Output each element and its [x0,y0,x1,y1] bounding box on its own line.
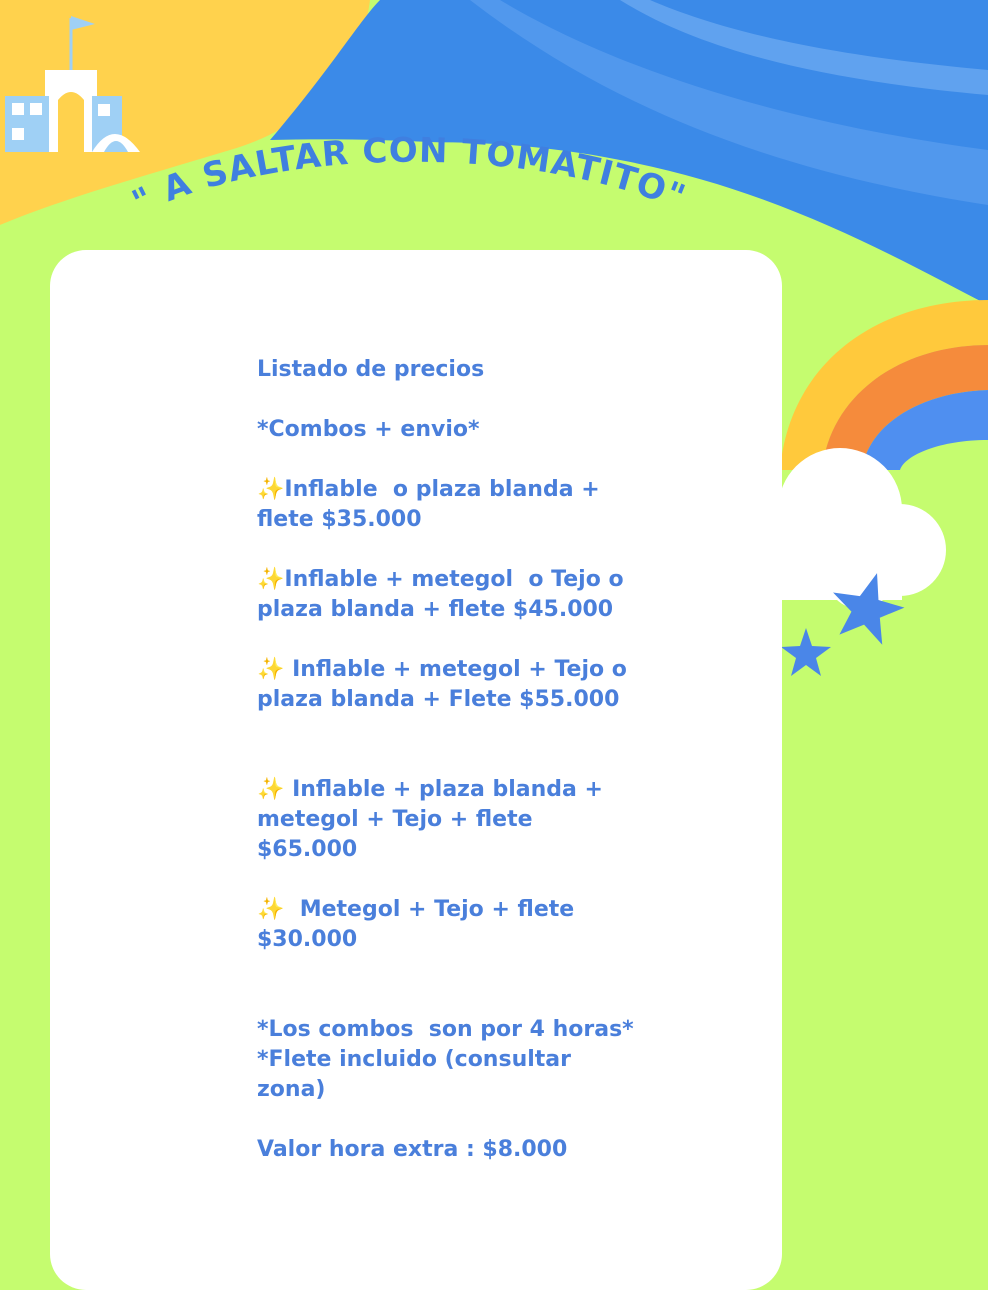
sparkles-icon: ✨ [257,777,285,802]
combo-item: ✨ Metegol + Tejo + flete $30.000 [257,897,575,952]
extra-hour-price: Valor hora extra : $8.000 [257,1137,568,1162]
combo-item: ✨Inflable o plaza blanda + flete $35.000 [257,477,600,532]
flyer-title: " A SALTAR CON TOMATITO" [126,130,692,223]
sparkles-icon: ✨ [257,897,285,922]
sparkles-icon: ✨ [257,477,285,502]
price-list [257,355,657,1165]
sparkles-icon: ✨ [257,567,285,592]
notes: *Los combos son por 4 horas* *Flete incluido (consultar zona) [257,1017,634,1102]
price-list-heading: Listado de precios [257,357,485,382]
sparkles-icon: ✨ [257,657,285,682]
combos-subheading: *Combos + envio* [257,417,480,442]
combo-item: ✨ Inflable + plaza blanda + metegol + Tejo + flete $65.000 [257,777,603,862]
title-banner [0,0,988,260]
combo-item: ✨ Inflable + metegol + Tejo o plaza blanda + Flete $55.000 [257,657,627,712]
combo-item: ✨Inflable + metegol o Tejo o plaza blanda + flete $45.000 [257,567,624,622]
